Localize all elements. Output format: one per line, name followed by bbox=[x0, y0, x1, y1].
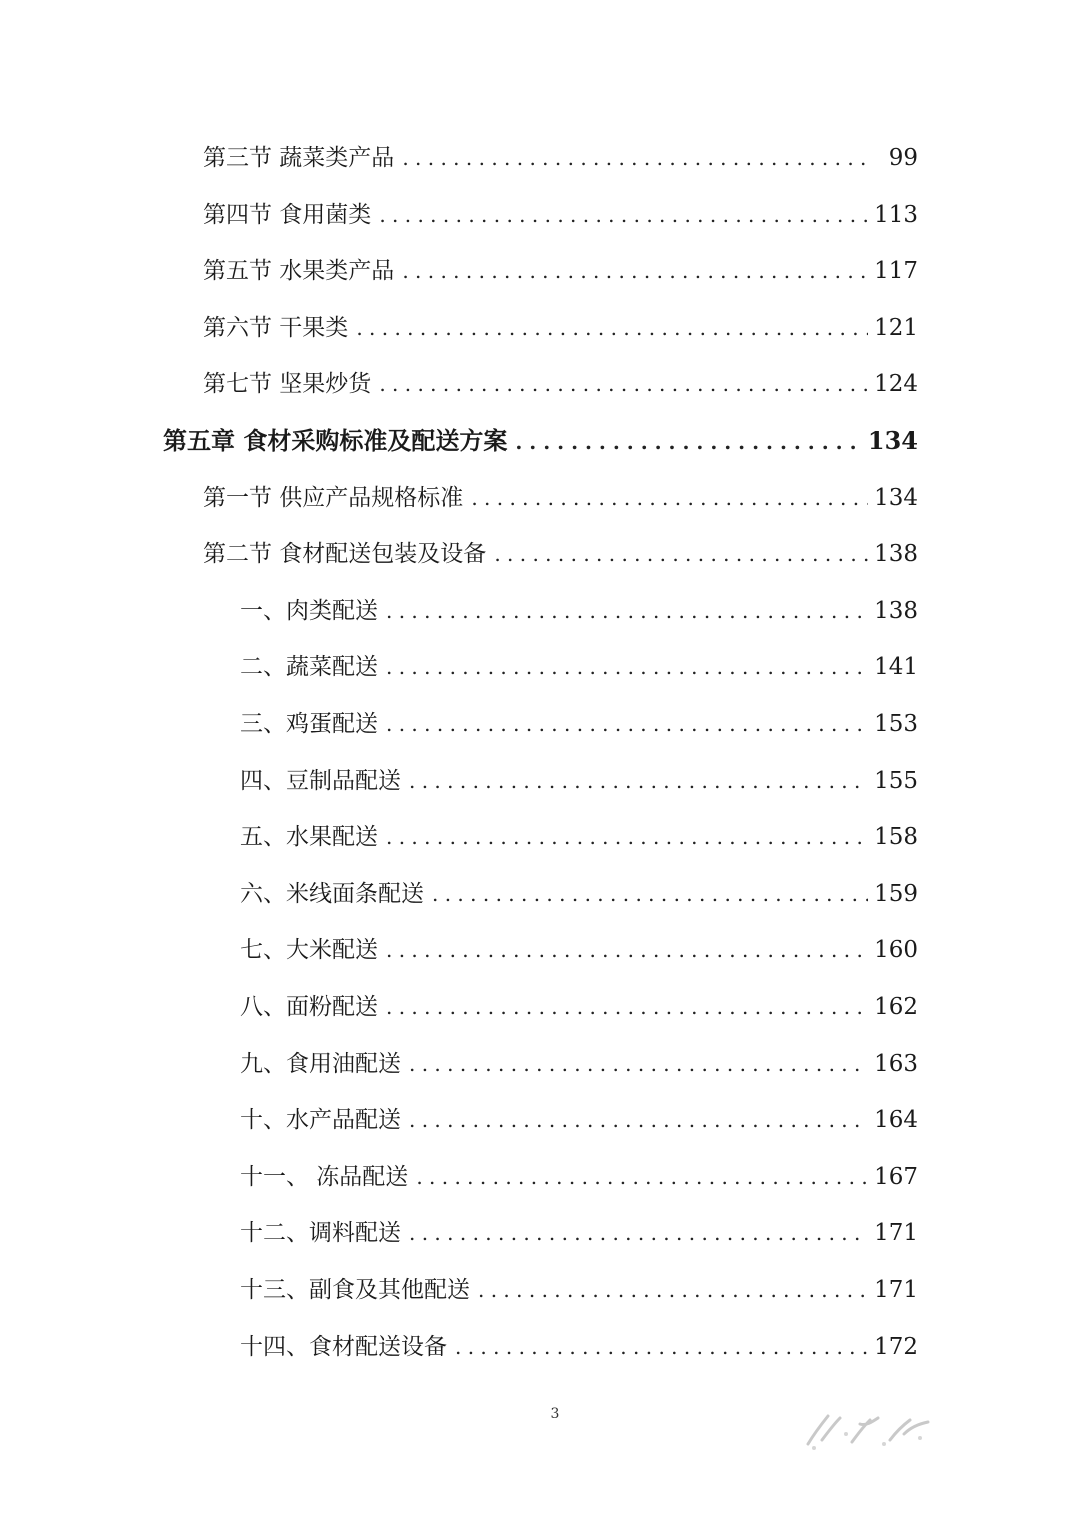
toc-entry-page: 134 bbox=[867, 426, 918, 455]
toc-entry-label: 五、水果配送 bbox=[240, 824, 378, 850]
toc-leader-dots bbox=[409, 1044, 868, 1084]
toc-entry[interactable] bbox=[203, 308, 918, 348]
toc-leader-dots bbox=[409, 1213, 868, 1253]
toc-leader-dots bbox=[402, 138, 872, 178]
toc-entry[interactable] bbox=[203, 138, 918, 178]
toc-entry-label: 十、水产品配送 bbox=[240, 1107, 401, 1133]
toc-leader-dots bbox=[409, 1100, 868, 1140]
toc-entry-page: 117 bbox=[874, 258, 918, 284]
toc-entry-page: 138 bbox=[874, 598, 918, 624]
toc-leader-dots bbox=[478, 1270, 868, 1310]
toc-entry-label: 一、肉类配送 bbox=[240, 598, 378, 624]
toc-entry[interactable] bbox=[240, 1100, 918, 1140]
toc-leader-dots bbox=[386, 817, 868, 857]
toc-entry-page: 134 bbox=[874, 485, 918, 511]
toc-entry-page: 171 bbox=[874, 1220, 918, 1246]
toc-entry-page: 164 bbox=[874, 1107, 918, 1133]
toc-leader-dots bbox=[356, 308, 868, 348]
toc-leader-dots bbox=[515, 422, 862, 462]
toc-entry-label: 十四、食材配送设备 bbox=[240, 1334, 447, 1360]
toc-leader-dots bbox=[416, 1157, 868, 1197]
toc-entry-page: 99 bbox=[888, 145, 918, 171]
toc-leader-dots bbox=[386, 647, 868, 687]
toc-entry-label: 七、大米配送 bbox=[240, 937, 378, 963]
toc-entry-page: 162 bbox=[874, 994, 918, 1020]
toc-entry-label: 第七节 坚果炒货 bbox=[203, 371, 372, 397]
toc-entry-label: 六、米线面条配送 bbox=[240, 881, 424, 907]
watermark-scribble bbox=[800, 1404, 940, 1452]
toc-entry-page: 172 bbox=[874, 1334, 918, 1360]
toc-leader-dots bbox=[386, 930, 868, 970]
toc-chapter-entry[interactable] bbox=[163, 421, 918, 461]
toc-leader-dots bbox=[455, 1327, 868, 1367]
toc-leader-dots bbox=[379, 364, 868, 404]
toc-entry[interactable] bbox=[240, 1213, 918, 1253]
toc-entry[interactable] bbox=[240, 1270, 918, 1310]
toc-entry[interactable] bbox=[240, 1327, 918, 1367]
toc-leader-dots bbox=[379, 195, 868, 235]
toc-entry-page: 167 bbox=[874, 1164, 918, 1190]
toc-entry-page: 113 bbox=[874, 202, 918, 228]
toc-entry-page: 163 bbox=[874, 1051, 918, 1077]
toc-leader-dots bbox=[402, 251, 868, 291]
page-number: 3 bbox=[550, 1406, 560, 1422]
toc-entry[interactable] bbox=[240, 1044, 918, 1084]
toc-entry[interactable] bbox=[240, 1157, 918, 1197]
toc-entry[interactable] bbox=[240, 874, 918, 914]
toc-entry[interactable] bbox=[203, 251, 918, 291]
toc-entry[interactable] bbox=[203, 534, 918, 574]
toc-entry-page: 159 bbox=[874, 881, 918, 907]
toc-entry-label: 第二节 食材配送包装及设备 bbox=[203, 541, 487, 567]
toc-entry-page: 155 bbox=[874, 768, 918, 794]
toc-entry-page: 138 bbox=[874, 541, 918, 567]
toc-entry[interactable] bbox=[240, 704, 918, 744]
toc-entry-label: 第四节 食用菌类 bbox=[203, 202, 372, 228]
toc-entry-page: 153 bbox=[874, 711, 918, 737]
toc-entry-label: 第五节 水果类产品 bbox=[203, 258, 395, 284]
toc-entry-page: 121 bbox=[874, 315, 918, 341]
toc-entry-page: 158 bbox=[874, 824, 918, 850]
toc-entry[interactable] bbox=[240, 591, 918, 631]
toc-leader-dots bbox=[471, 478, 868, 518]
toc-leader-dots bbox=[386, 987, 868, 1027]
toc-entry-label: 十二、调料配送 bbox=[240, 1220, 401, 1246]
toc-entry-label: 九、食用油配送 bbox=[240, 1051, 401, 1077]
toc-entry-label: 第六节 干果类 bbox=[203, 315, 349, 341]
toc-entry-label: 四、豆制品配送 bbox=[240, 768, 401, 794]
toc-entry-label: 二、蔬菜配送 bbox=[240, 654, 378, 680]
toc-entry-label: 第一节 供应产品规格标准 bbox=[203, 485, 464, 511]
toc-leader-dots bbox=[494, 534, 868, 574]
toc-entry-label: 八、面粉配送 bbox=[240, 994, 378, 1020]
toc-entry-page: 141 bbox=[874, 654, 918, 680]
toc-leader-dots bbox=[409, 761, 868, 801]
toc-entry[interactable] bbox=[203, 364, 918, 404]
toc-entry-page: 171 bbox=[874, 1277, 918, 1303]
toc-entry[interactable] bbox=[240, 930, 918, 970]
toc-entry-label: 十三、副食及其他配送 bbox=[240, 1277, 470, 1303]
toc-entry-label: 三、鸡蛋配送 bbox=[240, 711, 378, 737]
toc-entry[interactable] bbox=[240, 647, 918, 687]
toc-entry[interactable] bbox=[240, 817, 918, 857]
toc-entry-label: 第五章 食材采购标准及配送方案 bbox=[163, 426, 508, 455]
toc-entry[interactable] bbox=[240, 761, 918, 801]
toc-entry-page: 124 bbox=[874, 371, 918, 397]
toc-entry[interactable] bbox=[240, 987, 918, 1027]
toc-entry-page: 160 bbox=[874, 937, 918, 963]
toc-leader-dots bbox=[386, 704, 868, 744]
toc-entry[interactable] bbox=[203, 478, 918, 518]
toc-entry[interactable] bbox=[203, 195, 918, 235]
toc-leader-dots bbox=[432, 874, 868, 914]
toc-entry-label: 十一、 冻品配送 bbox=[240, 1164, 409, 1190]
toc-entry-label: 第三节 蔬菜类产品 bbox=[203, 145, 395, 171]
toc-leader-dots bbox=[386, 591, 868, 631]
